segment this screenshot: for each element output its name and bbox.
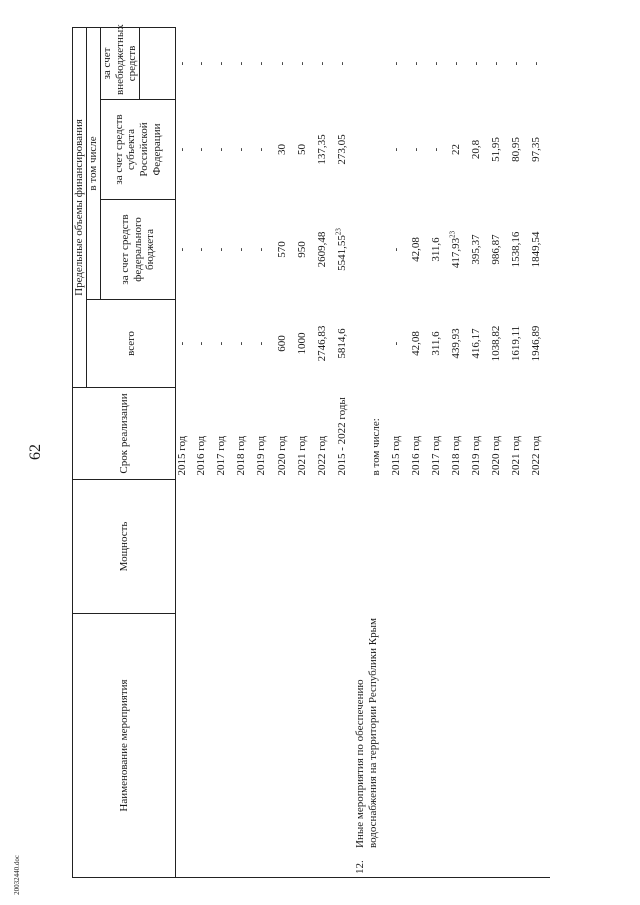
extra-cell: - xyxy=(175,61,188,66)
period-cell: 2017 год xyxy=(215,435,228,476)
extra-cell: - xyxy=(529,61,542,66)
extra-cell: - xyxy=(275,61,288,66)
total-cell: 1038,82 xyxy=(489,325,502,362)
period-cell: 2022 год xyxy=(529,435,542,476)
period-cell: 2016 год xyxy=(409,435,422,476)
total-cell: 1000 xyxy=(295,332,308,355)
extra-cell: - xyxy=(489,61,502,66)
federal-cell: 1849,54 xyxy=(529,231,542,268)
federal-cell: - xyxy=(195,247,208,252)
extra-cell: - xyxy=(255,61,268,66)
total-cell: 416,17 xyxy=(469,328,482,359)
federal-value: 5541,55 xyxy=(335,235,348,271)
federal-cell: - xyxy=(215,247,228,252)
regional-cell: - xyxy=(409,147,422,152)
federal-cell: 395,37 xyxy=(469,234,482,265)
total-cell: - xyxy=(175,341,188,346)
regional-cell: 273,05 xyxy=(335,134,348,165)
financing-table xyxy=(72,24,550,878)
total-cell: 42,08 xyxy=(409,331,422,356)
period-cell: 2017 год xyxy=(429,435,442,476)
regional-cell: - xyxy=(429,147,442,152)
federal-cell: - xyxy=(255,247,268,252)
federal-cell: 570 xyxy=(275,241,288,258)
total-cell: 5814,6 xyxy=(335,328,348,359)
header-federal: за счет средств федерального бюджета xyxy=(101,200,176,300)
header-name: Наименование мероприятия xyxy=(73,614,176,878)
extra-cell: - xyxy=(315,61,328,66)
period-cell: 2019 год xyxy=(255,435,268,476)
period-cell: 2021 год xyxy=(509,435,522,476)
extra-cell: - xyxy=(509,61,522,66)
period-cell: 2019 год xyxy=(469,435,482,476)
regional-cell: 80,95 xyxy=(509,137,522,162)
period-cell: 2020 год xyxy=(489,435,502,476)
period-cell: в том числе: xyxy=(369,418,382,476)
regional-cell: - xyxy=(389,147,402,152)
federal-cell xyxy=(370,200,390,300)
regional-cell: 22 xyxy=(449,144,462,155)
document-code: 20032440.doc xyxy=(13,855,21,895)
federal-cell: 311,6 xyxy=(429,237,442,262)
total-cell: 311,6 xyxy=(429,331,442,356)
federal-cell: 986,87 xyxy=(489,234,502,265)
period-cell: 2022 год xyxy=(315,435,328,476)
footnote-ref: 23 xyxy=(333,228,342,236)
total-cell xyxy=(370,300,390,388)
regional-cell: - xyxy=(175,147,188,152)
period-cell: 2016 год xyxy=(195,435,208,476)
extra-cell: - xyxy=(449,61,462,66)
federal-value: 417,93 xyxy=(449,237,462,269)
header-total: всего xyxy=(87,300,176,388)
total-cell: 439,93 xyxy=(449,328,462,359)
total-cell: 600 xyxy=(275,335,288,352)
federal-cell: 1538,16 xyxy=(509,231,522,268)
federal-cell: - xyxy=(389,247,402,252)
extra-cell: - xyxy=(335,61,348,66)
federal-cell: 2609,48 xyxy=(315,231,328,268)
federal-cell: - xyxy=(235,247,248,252)
extra-cell: - xyxy=(235,61,248,66)
total-cell: 1619,11 xyxy=(509,325,522,362)
extra-cell: - xyxy=(195,61,208,66)
header-volumes: Предельные объемы финансирования xyxy=(73,27,87,387)
federal-cell xyxy=(333,200,370,300)
page-number: 62 xyxy=(27,444,44,460)
header-including: в том числе xyxy=(87,27,101,299)
item-name: Иные мероприятия по обеспечению водоснабжения на территории Республики Крым xyxy=(354,618,380,848)
extra-cell: - xyxy=(409,61,422,66)
header-capacity: Мощность xyxy=(73,480,176,614)
capacity-cell xyxy=(175,480,195,614)
header-extra: за счет внебюджетных средств xyxy=(101,27,140,99)
regional-cell: - xyxy=(195,147,208,152)
total-cell: - xyxy=(235,341,248,346)
period-cell: 2021 год xyxy=(295,435,308,476)
regional-cell: - xyxy=(255,147,268,152)
footnote-ref: 23 xyxy=(448,230,456,238)
period-cell: 2015 год xyxy=(175,435,188,476)
total-cell: 2746,83 xyxy=(315,325,328,362)
rotated-table-wrapper xyxy=(72,24,550,878)
extra-cell: - xyxy=(215,61,228,66)
header-regional: за счет средств субъекта Российской Федерации xyxy=(101,100,176,200)
federal-cell: 42,08 xyxy=(409,237,422,262)
extra-cell: - xyxy=(469,61,482,66)
regional-cell: 97,35 xyxy=(529,137,542,162)
period-cell: 2018 год xyxy=(235,435,248,476)
total-cell: - xyxy=(215,341,228,346)
federal-cell: 950 xyxy=(295,241,308,258)
item-name-cell xyxy=(175,614,195,852)
period-cell: 2018 год xyxy=(449,435,462,476)
total-cell: - xyxy=(389,341,402,346)
federal-cell: - xyxy=(175,247,188,252)
regional-cell: 20,8 xyxy=(469,139,482,160)
header-period: Срок реализации xyxy=(73,388,176,480)
period-cell: 2020 год xyxy=(275,435,288,476)
federal-cell xyxy=(450,200,470,300)
total-cell: - xyxy=(195,341,208,346)
total-cell: 1946,89 xyxy=(529,325,542,362)
regional-cell xyxy=(370,100,390,200)
regional-cell: 50 xyxy=(295,144,308,155)
regional-cell: 30 xyxy=(275,144,288,155)
item-number-cell xyxy=(175,852,195,878)
regional-cell: 137,35 xyxy=(315,134,328,165)
item-number: 12. xyxy=(354,860,366,874)
header-extra-lower xyxy=(139,27,175,99)
period-cell: 2015 - 2022 годы xyxy=(335,397,348,476)
extra-cell: - xyxy=(429,61,442,66)
period-cell: 2015 год xyxy=(389,435,402,476)
regional-cell: 51,95 xyxy=(489,137,502,162)
extra-cell: - xyxy=(295,61,308,66)
regional-cell: - xyxy=(235,147,248,152)
total-cell: - xyxy=(255,341,268,346)
regional-cell: - xyxy=(215,147,228,152)
extra-cell: - xyxy=(389,61,402,66)
extra-cell xyxy=(370,27,390,99)
